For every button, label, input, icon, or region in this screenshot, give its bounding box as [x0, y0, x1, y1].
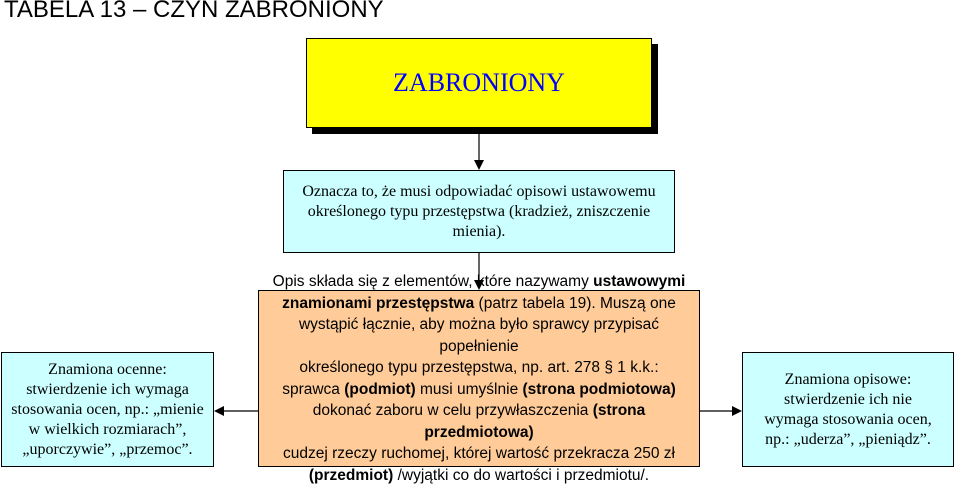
descriptive-features-text: Znamiona opisowe: stwierdzenie ich nie wymaga stosowania ocen, np.: „uderza”, „pieniądz”. [764, 370, 932, 448]
definition-text: Oznacza to, że musi odpowiadać opisowi ustawowemu określonego typu przestępstwa (kradzież, zniszczenie mienia). [302, 182, 656, 240]
main-concept-label: ZABRONIONY [393, 68, 565, 97]
description-segment: Opis składa się z elementów, które nazywamy [272, 273, 594, 290]
description-segment: (patrz tabela 19). Muszą one wystąpić łącznie, aby można było sprawcy przypisać popełnienie określonego typu przestępstwa, np. art. 278 § 1 k.k.: sprawca [282, 294, 676, 398]
description-keyword: ustawowymi znamionami przestępstwa [282, 273, 686, 312]
description-keyword: (podmiot) [344, 380, 416, 398]
description-segment: dokonać zaboru w celu przywłaszczenia [312, 402, 589, 419]
description-segment: musi umyślnie [415, 380, 523, 398]
description-keyword: (strona podmiotowa) [522, 380, 676, 398]
description-segment: /wyjątki co do wartości i przedmiotu/. [393, 466, 650, 484]
evaluative-features-text: Znamiona ocenne: stwierdzenie ich wymaga stosowania ocen, np.: „mienie w wielkich rozmiarach”, „uporczywie”, „przemoc”. [11, 360, 204, 458]
description-segment: cudzej rzeczy ruchomej, której wartość przekracza 250 zł [283, 445, 675, 462]
description-keyword: (strona przedmiotowa) [424, 402, 646, 441]
page-title: TABELA 13 – CZYN ZABRONIONY [4, 0, 384, 23]
description-keyword: (przedmiot) [308, 466, 394, 484]
